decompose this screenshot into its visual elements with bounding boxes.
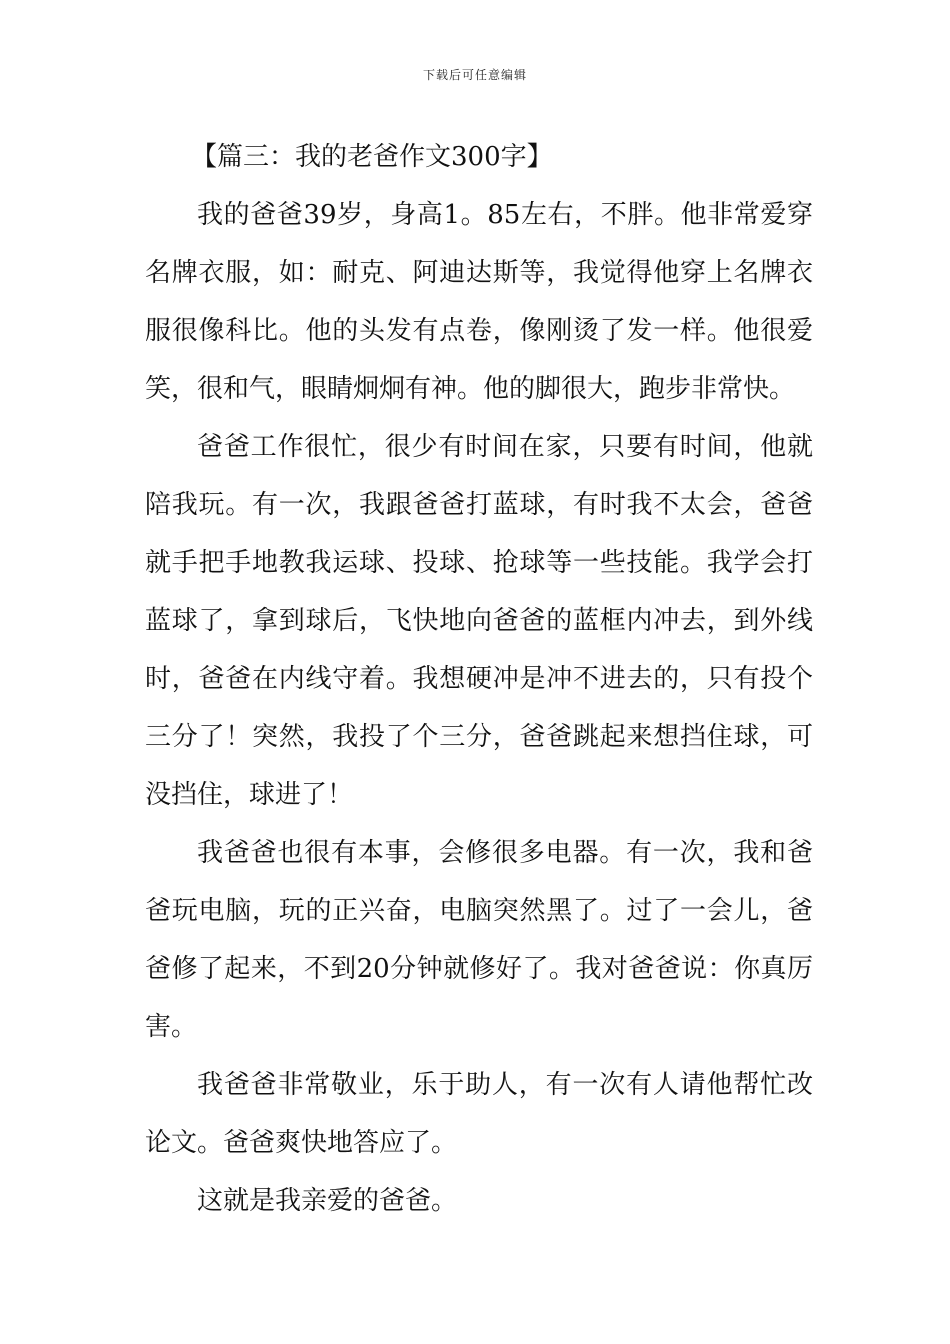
paragraph-repair: 我爸爸也很有本事，会修很多电器。有一次，我和爸爸玩电脑，玩的正兴奋，电脑突然黑了。过了一会儿，爸爸修了起来，不到20分钟就修好了。我对爸爸说：你真厉害。 [145,838,813,1042]
essay-title: 【篇三：我的老爸作文300字】 [191,142,553,172]
paragraph-basketball: 爸爸工作很忙，很少有时间在家，只要有时间，他就陪我玩。有一次，我跟爸爸打蓝球，有时我不太会，爸爸就手把手地教我运球、投球、抢球等一些技能。我学会打蓝球了，拿到球后，飞快地向爸爸的蓝框内冲去，到外线时，爸爸在内线守着。我想硬冲是冲不进去的，只有投个三分了！突然，我投了个三分，爸爸跳起来想挡住球，可没挡住，球进了！ [145,432,813,810]
paragraph-appearance: 我的爸爸39岁，身高1。85左右，不胖。他非常爱穿名牌衣服，如：耐克、阿迪达斯等，我觉得他穿上名牌衣服很像科比。他的头发有点卷，像刚烫了发一样。他很爱笑，很和气，眼睛炯炯有神。他的脚很大，跑步非常快。 [145,200,813,404]
paragraph-helpful: 我爸爸非常敬业，乐于助人，有一次有人请他帮忙改论文。爸爸爽快地答应了。 [145,1070,813,1158]
paragraph-closing: 这就是我亲爱的爸爸。 [197,1186,458,1216]
page-header-note: 下载后可任意编辑 [422,68,527,82]
document-body [145,128,813,1230]
